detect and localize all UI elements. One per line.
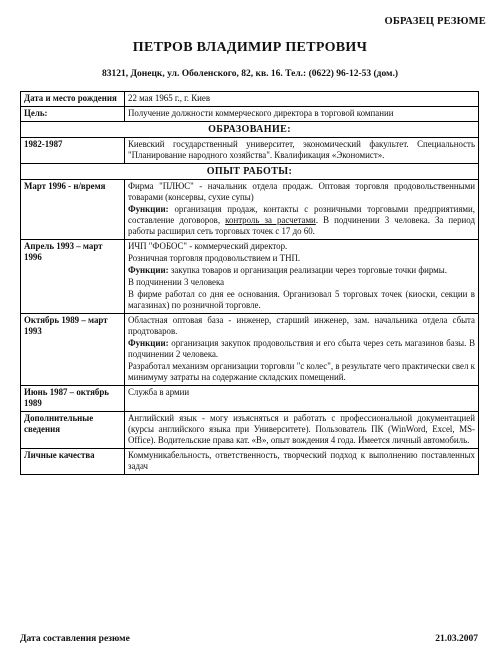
job-2-functions-text: закупка товаров и организация реализации через торговые точки фирмы. bbox=[168, 265, 447, 275]
job-3-line-1: Областная оптовая база - инженер, старший инженер, зам. начальника отдела сбыта продтоваров. bbox=[128, 315, 475, 336]
job-1-line: Фирма "ПЛЮС" - начальник отдела продаж. Оптовая торговля продовольственными товарами (консервы, сухие супы) bbox=[128, 181, 475, 202]
job-3-functions bbox=[128, 338, 475, 360]
job-1-period: Март 1996 - н/время bbox=[21, 180, 125, 240]
job-1-functions-underlined: контроль за расчетами bbox=[225, 215, 316, 225]
goal-value: Получение должности коммерческого директора в торговой компании bbox=[125, 107, 479, 122]
resume-table bbox=[20, 91, 479, 475]
additional-label: Дополнительные сведения bbox=[21, 412, 125, 449]
experience-section-row bbox=[21, 164, 479, 180]
job-2-line-3: В подчинении 3 человека bbox=[128, 277, 225, 287]
functions-label: Функции: bbox=[128, 338, 169, 348]
resume-date: 21.03.2007 bbox=[435, 634, 478, 644]
job-2-functions bbox=[128, 265, 475, 276]
job-1-functions-text-a: организация продаж, контакты с розничными торговыми предприятиями, составление договоров, bbox=[128, 204, 475, 225]
birth-row bbox=[21, 92, 479, 107]
personal-label: Личные качества bbox=[21, 449, 125, 475]
birth-label: Дата и место рождения bbox=[21, 92, 125, 107]
education-row bbox=[21, 138, 479, 164]
job-row-2 bbox=[21, 240, 479, 314]
personal-row bbox=[21, 449, 479, 475]
job-3-line-2: Разработал механизм организации торговли "с колес", в результате чего практически свел к минимуму затраты на содержание складских помещений. bbox=[128, 361, 475, 382]
job-3-period: Октябрь 1989 – март 1993 bbox=[21, 314, 125, 386]
job-1-description bbox=[125, 180, 479, 240]
resume-date-label: Дата составления резюме bbox=[20, 634, 130, 644]
job-row-4 bbox=[21, 386, 479, 412]
goal-row bbox=[21, 107, 479, 122]
job-3-functions-text: организация закупок продовольствия и его сбыта через сеть магазинов базы. В подчинении 2 человека. bbox=[128, 338, 475, 359]
sample-resume-label: ОБРАЗЕЦ РЕЗЮМЕ bbox=[384, 16, 486, 27]
education-period: 1982-1987 bbox=[21, 138, 125, 164]
job-4-description: Служба в армии bbox=[125, 386, 479, 412]
contact-address: 83121, Донецк, ул. Оболенского, 82, кв. 16. Тел.: (0622) 96-12-53 (дом.) bbox=[101, 69, 399, 79]
experience-heading: ОПЫТ РАБОТЫ: bbox=[21, 164, 479, 180]
applicant-name: ПЕТРОВ ВЛАДИМИР ПЕТРОВИЧ bbox=[132, 40, 368, 55]
job-3-description bbox=[125, 314, 479, 386]
job-1-functions bbox=[128, 204, 475, 237]
job-2-line-2: Розничная торговля продовольствием и ТНП. bbox=[128, 253, 301, 263]
goal-label: Цель: bbox=[21, 107, 125, 122]
education-heading: ОБРАЗОВАНИЕ: bbox=[21, 122, 479, 138]
functions-label: Функции: bbox=[128, 265, 169, 275]
additional-row bbox=[21, 412, 479, 449]
job-2-period: Апрель 1993 – март 1996 bbox=[21, 240, 125, 314]
job-4-period: Июнь 1987 – октябрь 1989 bbox=[21, 386, 125, 412]
job-2-line-1: ИЧП "ФОБОС" - коммерческий директор. bbox=[128, 241, 288, 251]
job-1-functions-text-b: . В подчинении 3 человека. За период работы расширил сеть торговых точек с 17 до 60. bbox=[128, 215, 475, 236]
job-row-3 bbox=[21, 314, 479, 386]
job-2-description bbox=[125, 240, 479, 314]
education-section-row bbox=[21, 122, 479, 138]
functions-label: Функции: bbox=[128, 204, 169, 214]
birth-value: 22 мая 1965 г., г. Киев bbox=[125, 92, 479, 107]
personal-text: Коммуникабельность, ответственность, творческий подход к выполнению поставленных задач bbox=[125, 449, 479, 475]
job-row-1 bbox=[21, 180, 479, 240]
additional-text: Английский язык - могу изъясняться и работать с профессиональной документацией (курсы английского языка при Университете). Пользователь ПК (WinWord, Excel, MS-Office). Водительские права кат. «В», опыт вождения 4 года. Имеется личный автомобиль. bbox=[125, 412, 479, 449]
job-2-line-4: В фирме работал со дня ее основания. Организовал 5 торговых точек (киоски, секции в магазинах) по розничной торговле. bbox=[128, 289, 475, 310]
education-text: Киевский государственный университет, экономический факультет. Специальность "Планирование народного хозяйства". Квалификация «Экономист». bbox=[125, 138, 479, 164]
